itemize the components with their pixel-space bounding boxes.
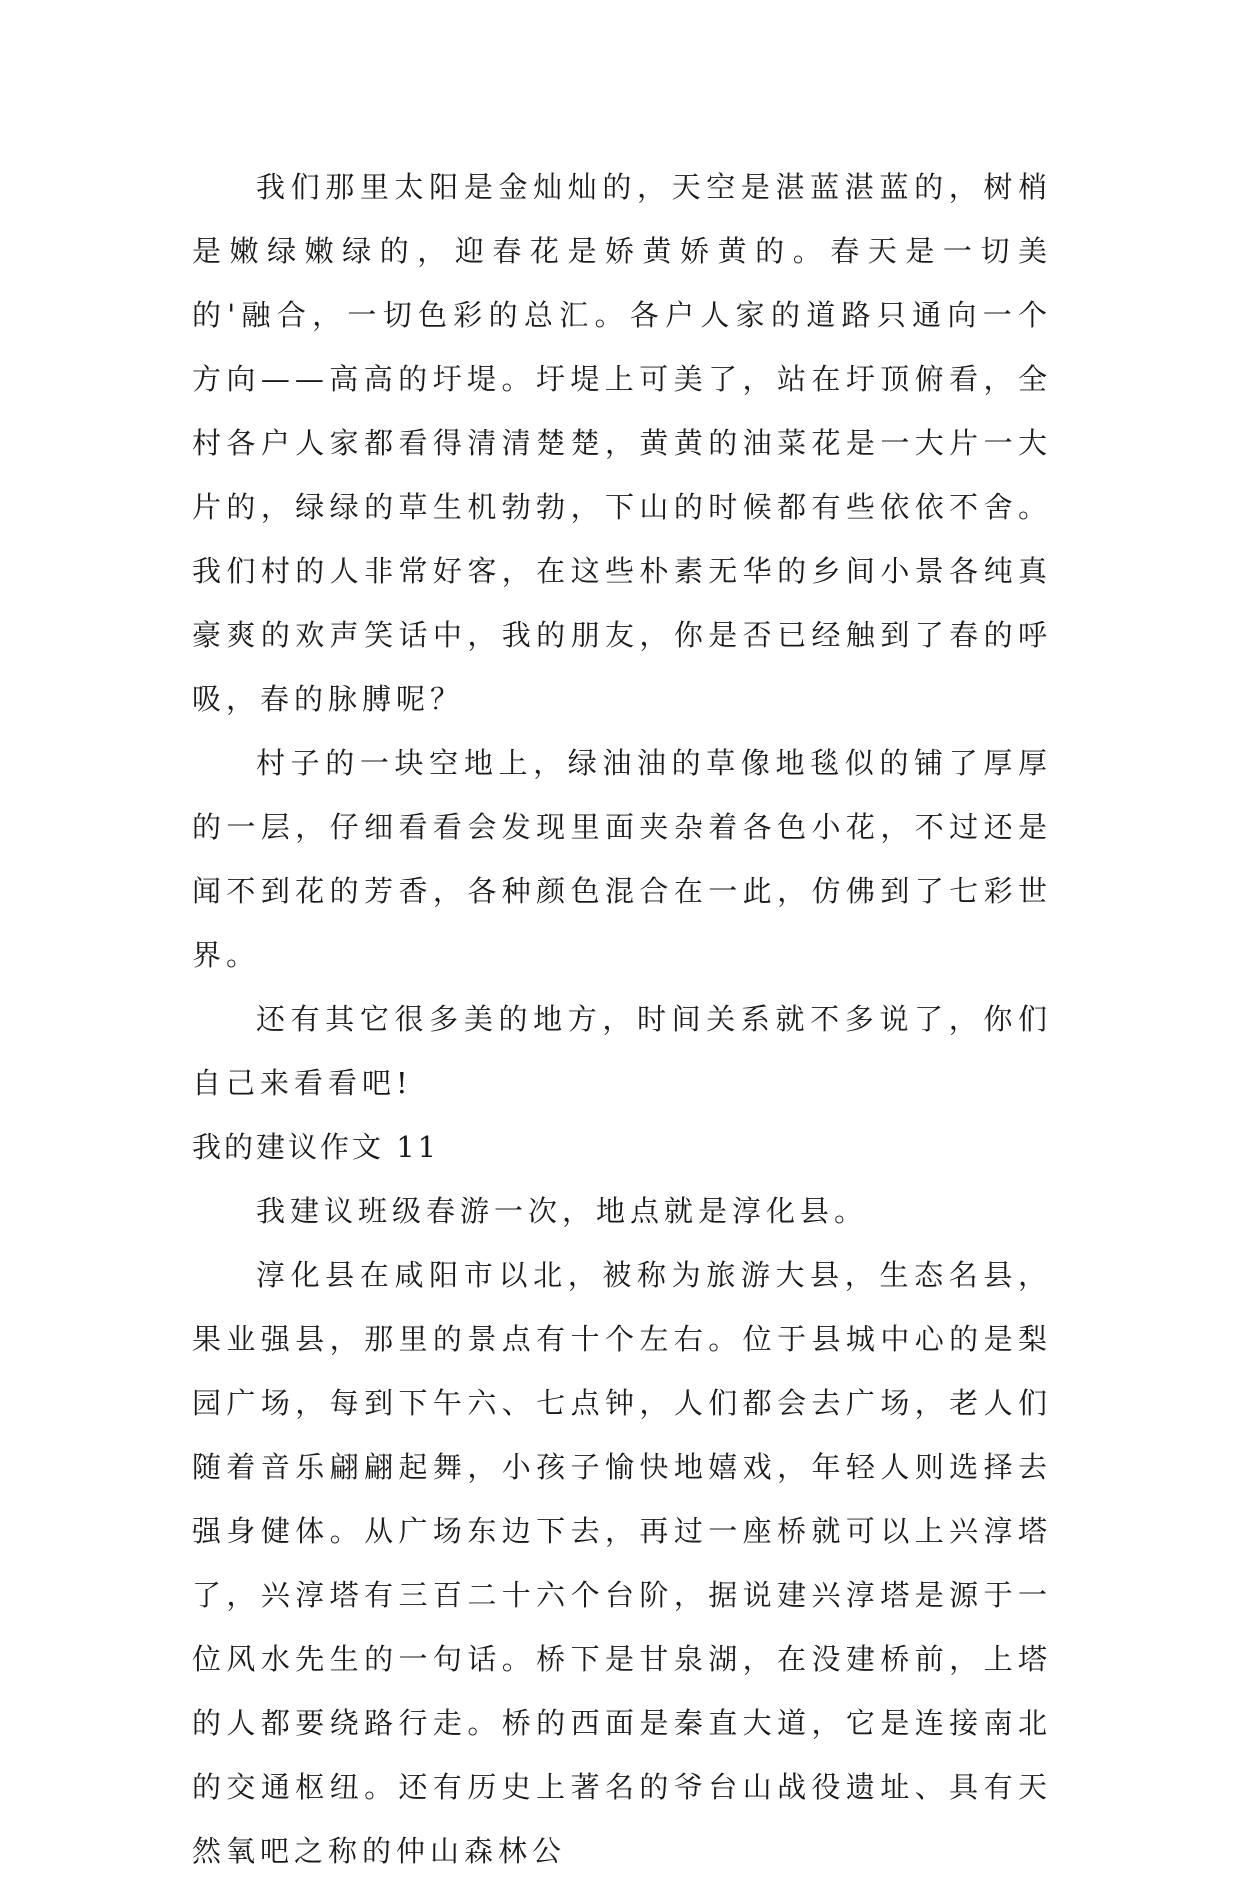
paragraph-chunhua-description: 淳化县在咸阳市以北，被称为旅游大县，生态名县，果业强县，那里的景点有十个左右。位于县城中心的是梨园广场，每到下午六、七点钟，人们都会去广场，老人们随着音乐翩翩起舞，小孩子愉快地嬉戏，年轻人则选择去强身健体。从广场东边下去，再过一座桥就可以上兴淳塔了，兴淳塔有三百二十六个台阶，据说建兴淳塔是源于一位风水先生的一句话。桥下是甘泉湖，在没建桥前，上塔的人都要绕路行走。桥的西面是秦直大道，它是连接南北的交通枢纽。还有历史上著名的爷台山战役遗址、具有天然氧吧之称的仲山森林公 xyxy=(192,1258,1052,1868)
paragraph-closing-invite: 还有其它很多美的地方，时间关系就不多说了，你们自己来看看吧! xyxy=(192,1002,1052,1100)
paragraph-open-field: 村子的一块空地上，绿油油的草像地毯似的铺了厚厚的一层，仔细看看会发现里面夹杂着各色小花，不过还是闻不到花的芳香，各种颜色混合在一此，仿佛到了七彩世界。 xyxy=(192,746,1052,972)
document-body xyxy=(192,155,1052,1883)
section-heading: 我的建议作文 11 xyxy=(192,1130,440,1164)
paragraph-spring-scenery: 我们那里太阳是金灿灿的，天空是湛蓝湛蓝的，树梢是嫩绿嫩绿的，迎春花是娇黄娇黄的。春天是一切美的'融合，一切色彩的总汇。各户人家的道路只通向一个方向——高高的圩堤。圩堤上可美了，站在圩顶俯看，全村各户人家都看得清清楚楚，黄黄的油菜花是一大片一大片的，绿绿的草生机勃勃，下山的时候都有些依依不舍。我们村的人非常好客，在这些朴素无华的乡间小景各纯真豪爽的欢声笑话中，我的朋友，你是否已经触到了春的呼吸，春的脉膊呢？ xyxy=(192,170,1052,716)
paragraph-proposal: 我建议班级春游一次，地点就是淳化县。 xyxy=(256,1194,869,1228)
